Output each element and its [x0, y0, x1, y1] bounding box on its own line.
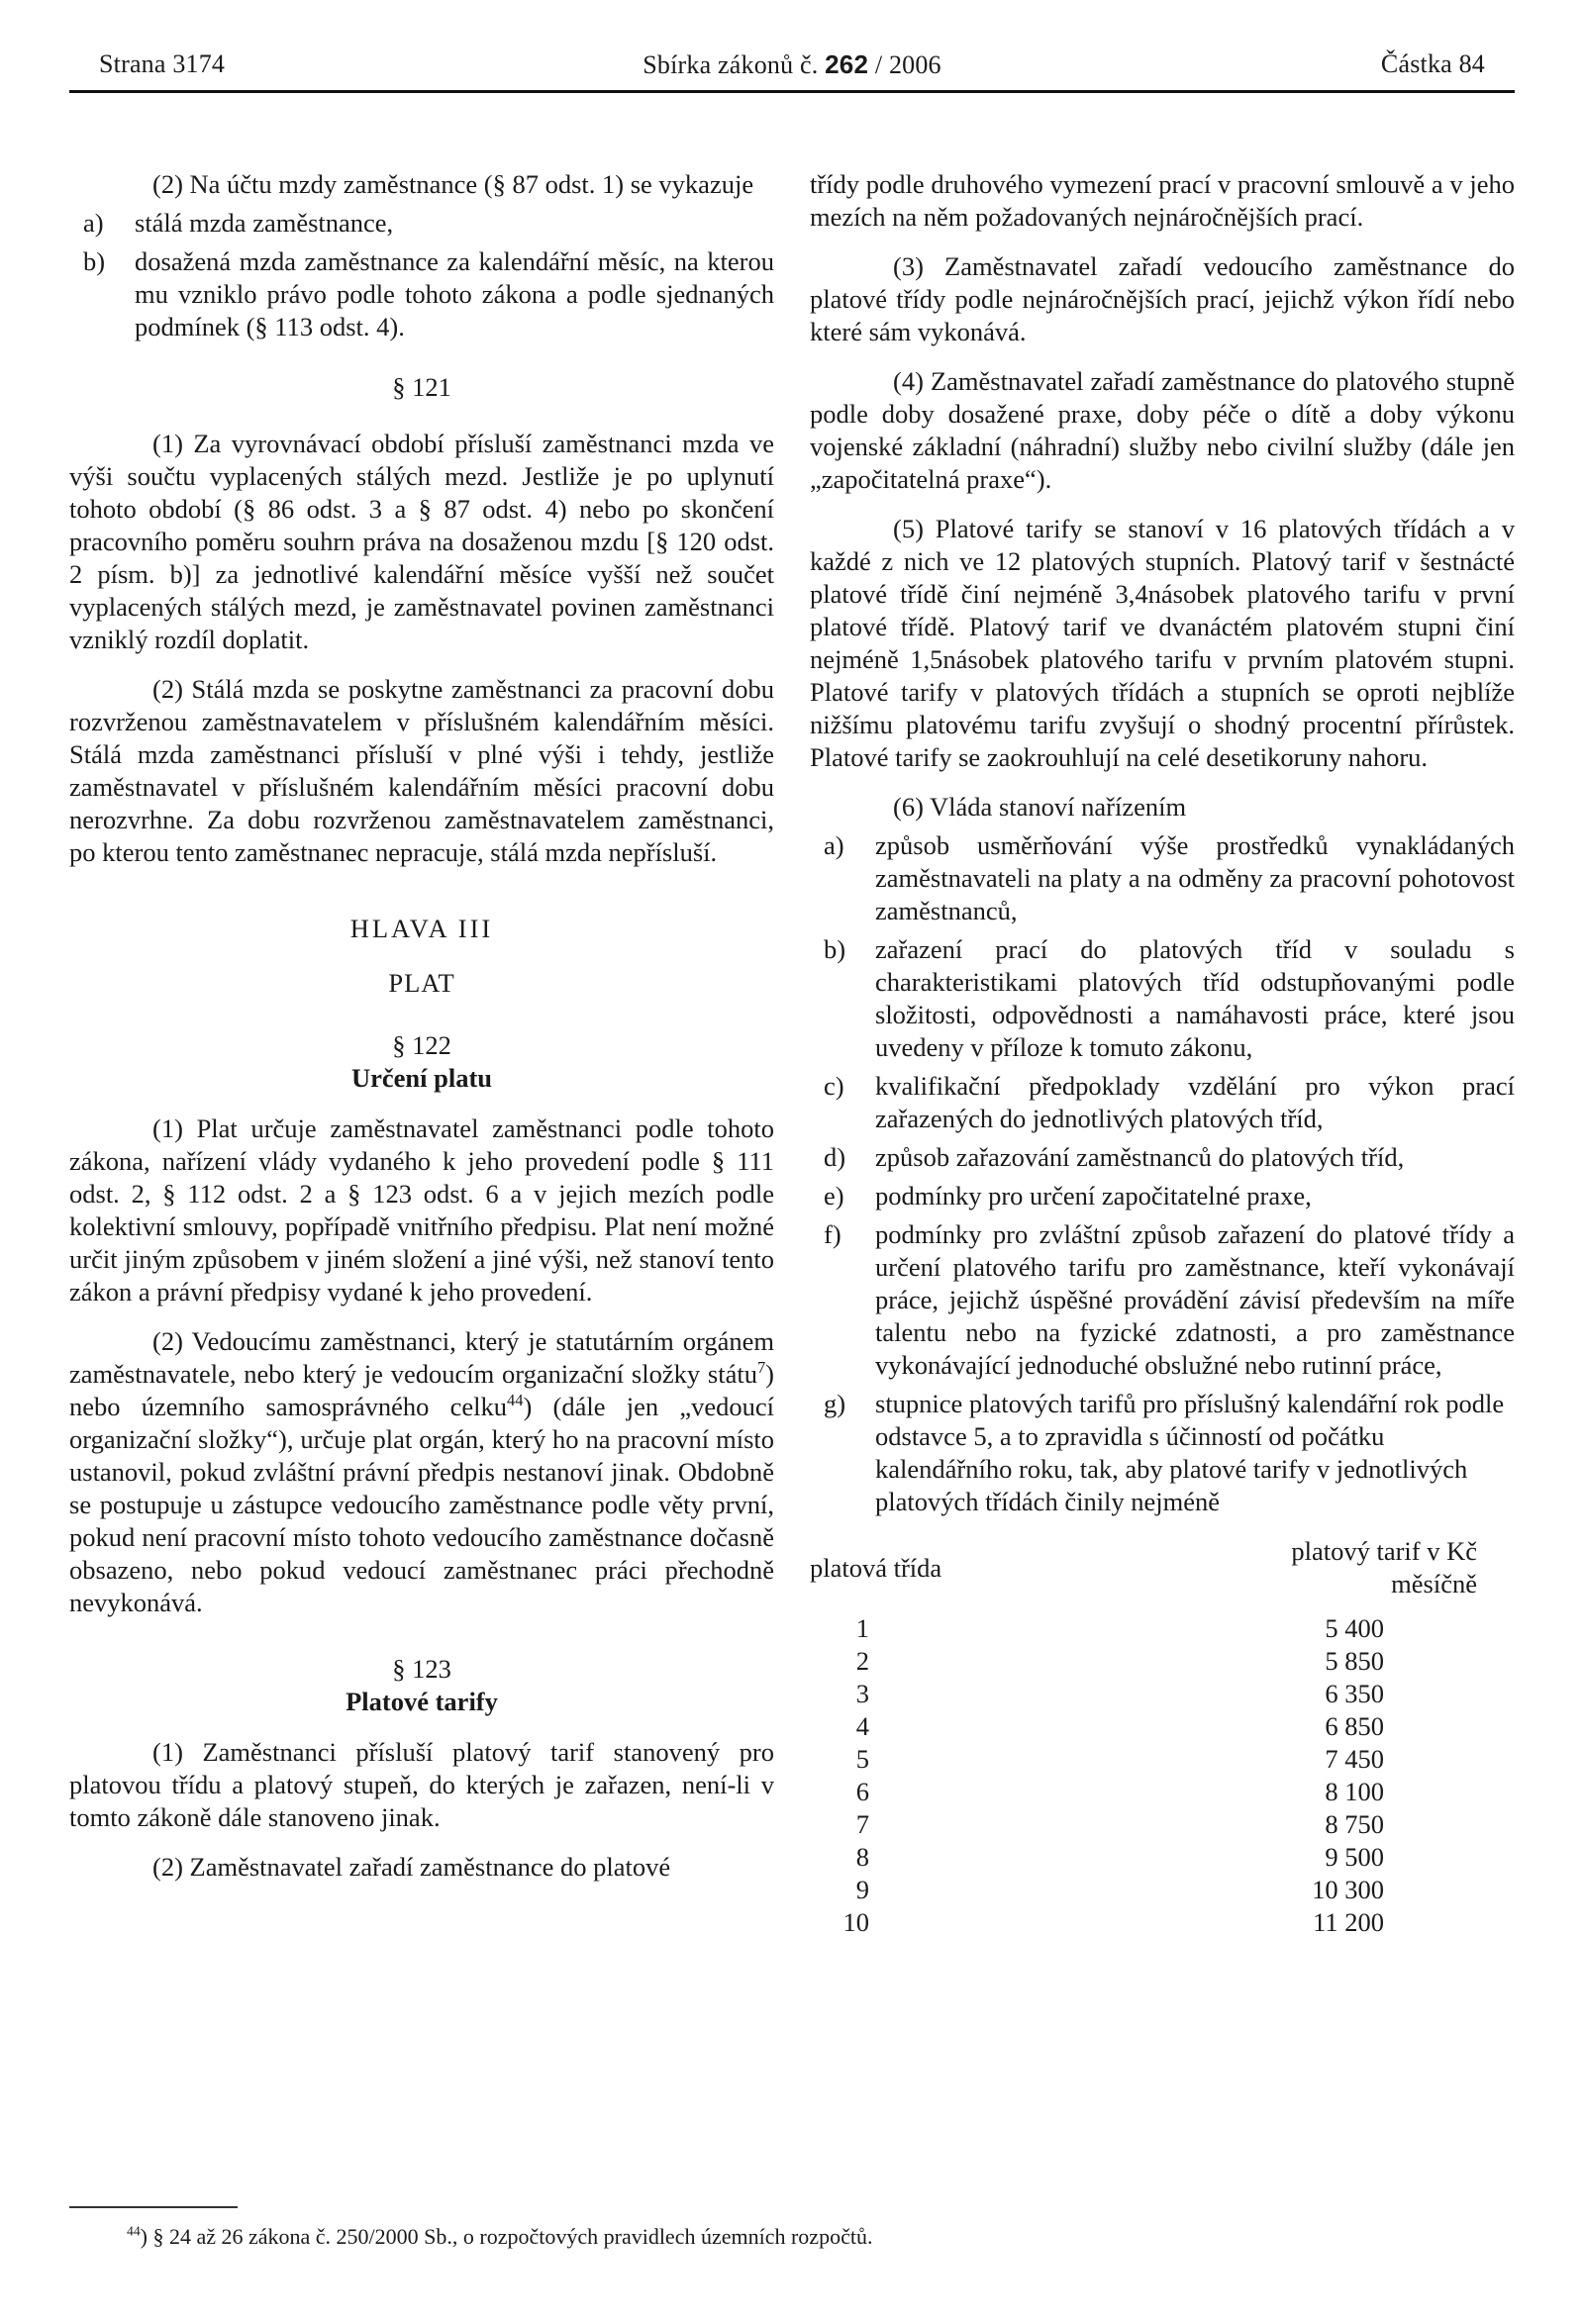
class-cell: 10: [842, 1907, 869, 1937]
part-title: PLAT: [388, 968, 455, 998]
paragraph-121-1: (1) Za vyrovnávací období přísluší zaměstnanci mzda ve výši součtu vyplacených stálých mezd. Jestliže je po uplynutí tohoto období (§ 86 odst. 3 a § 87 odst. 4) nebo po skončení pracovního poměru souhrn práva na dosaženou mzdu [§ 120 odst. 2 písm. b)] za jednotlivé kalendářní měsíce vyšší než součet vyplacených stálých mezd, je zaměstnavatel povinen zaměstnanci vzniklý rozdíl doplatit.: [69, 429, 774, 654]
paragraph-123-5: (5) Platové tarify se stanoví v 16 platových třídách a v každé z nich ve 12 platových stupních. Platový tarif v šestnácté platové třídě činí nejméně 3,4násobek platového tarifu v první platové třídě. Platový tarif ve dvanáctém platovém stupni činí nejméně 1,5násobek platového tarifu v prvním platovém stupni. Platové tarify v platových třídách a stupních se oproti nejblíže nižšímu platovému tarifu zvyšují o shodný procentní přírůstek. Platové tarify se zaokrouhlují na celé desetikoruny nahoru.: [810, 514, 1515, 772]
class-cell: 2: [855, 1646, 869, 1676]
item-list-123-6: [810, 829, 1515, 1518]
right-column: [810, 168, 1515, 1939]
table-row: [810, 1645, 1515, 1678]
spacer-cell: [869, 1776, 1265, 1808]
table-row: [810, 1874, 1515, 1906]
item-text: stálá mzda zaměstnance,: [135, 208, 394, 238]
paragraph-text: (2) Vedoucímu zaměstnanci, který je statutárním orgánem zaměstnavatele, nebo který je vedoucím organizační složky státu: [69, 1326, 774, 1389]
spacer-cell: [869, 1612, 1265, 1645]
item-mark: f): [824, 1219, 842, 1249]
item-mark: b): [824, 934, 846, 964]
left-column: [69, 168, 774, 1900]
column-header-tariff: platový tarif v Kč měsíčně: [1291, 1536, 1477, 1598]
header-divider: [69, 90, 1515, 93]
footnote-ref-7[interactable]: 7: [756, 1358, 766, 1378]
tariff-cell: 5 400: [1325, 1613, 1384, 1643]
spacer-cell: [869, 1743, 1265, 1776]
paragraph-120-2-intro: (2) Na účtu mzdy zaměstnance (§ 87 odst. 1) se vykazuje: [152, 169, 754, 199]
table-row: [810, 1906, 1515, 1939]
spacer-cell: [869, 1808, 1265, 1841]
section-heading-123: § 123: [392, 1654, 451, 1684]
item-text: podmínky pro zvláštní způsob zařazení do platové třídy a určení platového tarifu pro zaměstnance, kteří vykonávají práce, jejichž úspěšné provádění závisí především na míře talentu nebo na fyzické zdatnosti, a pro zaměstnance vykonávající jednoduché obslužné nebo rutinní práce,: [875, 1219, 1515, 1380]
collection-prefix: Sbírka zákonů č.: [643, 50, 819, 79]
spacer-cell: [869, 1874, 1265, 1906]
list-item: [810, 1388, 1515, 1518]
list-item: [810, 1141, 1515, 1174]
tariff-cell: 5 850: [1325, 1646, 1384, 1676]
table-row: [810, 1808, 1515, 1841]
paragraph-123-2-cont: třídy podle druhového vymezení prací v pracovní smlouvě a v jeho mezích na něm požadovaných nejnáročnějších prací.: [810, 169, 1515, 232]
class-cell: 4: [855, 1711, 869, 1741]
spacer-cell: [869, 1841, 1265, 1874]
item-text: dosažená mzda zaměstnance za kalendářní měsíc, na kterou mu vzniklo právo podle tohoto zákona a podle sjednaných podmínek (§ 113 odst. 4).: [135, 246, 774, 341]
law-number: 262: [825, 49, 869, 79]
table-row: [810, 1612, 1515, 1645]
footnote-44: [127, 2223, 872, 2251]
column-header-class: platová třída: [810, 1552, 942, 1583]
paragraph-121-2: (2) Stálá mzda se poskytne zaměstnanci za pracovní dobu rozvrženou zaměstnavatelem v příslušném kalendářním měsíci. Stálá mzda zaměstnanci přísluší v plné výši i tehdy, jestliže zaměstnavatel v příslušném kalendářním měsíci pracovní dobu nerozvrhne. Za dobu rozvrženou zaměstnavatelem zaměstnanci, po kterou tento zaměstnanec nepracuje, stálá mzda nepřísluší.: [69, 674, 774, 867]
list-item: [810, 1180, 1515, 1212]
class-cell: 3: [855, 1679, 869, 1708]
tariff-cell: 6 850: [1325, 1711, 1384, 1741]
tariff-cell: 8 750: [1325, 1809, 1384, 1839]
table-header-row: [810, 1535, 1515, 1612]
spacer-cell: [869, 1710, 1265, 1743]
class-cell: 6: [855, 1777, 869, 1806]
table-row: [810, 1710, 1515, 1743]
item-mark: d): [824, 1142, 846, 1172]
item-text: podmínky pro určení započitatelné praxe,: [875, 1181, 1312, 1210]
list-item: [69, 207, 774, 240]
table-row: [810, 1841, 1515, 1874]
paragraph-123-6-intro: (6) Vláda stanoví nařízením: [893, 792, 1187, 822]
collection-title: [99, 49, 1485, 80]
table-row: [810, 1743, 1515, 1776]
tariff-cell: 7 450: [1325, 1744, 1384, 1774]
class-cell: 8: [855, 1842, 869, 1872]
section-heading-122: § 122: [392, 1030, 451, 1060]
part-number: Částka 84: [1380, 49, 1485, 78]
paragraph-text: ) (dále jen „vedoucí organizační složky“), určuje plat orgán, který ho na pracovní místo ustanovil, pokud zvláštní právní předpis nestanoví jinak. Obdobně se postupuje u zástupce vedoucího zaměstnance podle věty první, pokud není pracovní místo tohoto vedoucího zaměstnance dočasně obsazeno, nebo pokud vedoucí zaměstnanec práci přechodně nevykonává.: [69, 1392, 775, 1617]
class-cell: 1: [855, 1613, 869, 1643]
paragraph-123-1: (1) Zaměstnanci přísluší platový tarif stanovený pro platovou třídu a platový stupeň, do kterých je zařazen, není-li v tomto zákoně dále stanoveno jinak.: [69, 1737, 774, 1832]
item-list-120-2: [69, 207, 774, 343]
page-header: [99, 49, 1485, 89]
table-row: [810, 1776, 1515, 1808]
part-heading: HLAVA III: [349, 914, 494, 943]
section-title-122: Určení platu: [350, 1063, 493, 1093]
item-text: způsob usměrňování výše prostředků vynakládaných zaměstnavateli na platy a na odměny za pracovní pohotovost zaměstnanců,: [875, 830, 1515, 925]
section-heading-121: § 121: [392, 372, 451, 402]
tariff-cell: 8 100: [1325, 1777, 1384, 1806]
item-mark: e): [824, 1181, 844, 1210]
footnote-mark: 44: [127, 2223, 141, 2239]
paragraph-123-3: (3) Zaměstnavatel zařadí vedoucího zaměstnance do platové třídy podle nejnáročnějších prací, jejichž výkon řídí nebo které sám vykonává.: [810, 251, 1515, 346]
class-cell: 9: [855, 1875, 869, 1904]
spacer-cell: [869, 1906, 1265, 1939]
section-title-123: Platové tarify: [346, 1687, 498, 1716]
footnote-ref-44[interactable]: 44: [507, 1391, 524, 1410]
item-mark: b): [83, 246, 106, 276]
page-number: Strana 3174: [99, 49, 226, 78]
item-text: kvalifikační předpoklady vzdělání pro výkon prací zařazených do jednotlivých platových tříd,: [875, 1071, 1515, 1133]
paragraph-122-2: [69, 1325, 774, 1619]
item-text: zařazení prací do platových tříd v souladu s charakteristikami platových tříd odstupňovanými podle složitosti, odpovědnosti a namáhavosti práce, které jsou uvedeny v příloze k tomuto zákonu,: [875, 934, 1515, 1062]
paragraph-122-1: (1) Plat určuje zaměstnavatel zaměstnanci podle tohoto zákona, nařízení vlády vydaného k jeho provedení podle § 111 odst. 2, § 112 odst. 2 a § 123 odst. 6 a v jejich mezích podle kolektivní smlouvy, popřípadě vnitřního předpisu. Plat není možné určit jiným způsobem v jiném složení a jiné výši, než stanoví tento zákon a právní předpisy vydané k jeho provedení.: [69, 1114, 774, 1307]
tariff-cell: 9 500: [1325, 1842, 1384, 1872]
tariff-cell: 10 300: [1312, 1875, 1384, 1904]
list-item: [810, 933, 1515, 1064]
paragraph-123-2-start: (2) Zaměstnavatel zařadí zaměstnance do platové: [152, 1852, 671, 1882]
tariff-cell: 6 350: [1325, 1679, 1384, 1708]
item-mark: a): [83, 208, 104, 238]
footnote-text: ) § 24 až 26 zákona č. 250/2000 Sb., o rozpočtových pravidlech územních rozpočtů.: [140, 2224, 873, 2249]
paragraph-123-4: (4) Zaměstnavatel zařadí zaměstnance do platového stupně podle doby dosažené praxe, doby péče o dítě a doby výkonu vojenské základní (náhradní) služby nebo civilní služby (dále jen „započitatelná praxe“).: [810, 366, 1515, 494]
list-item: [810, 829, 1515, 927]
spacer-cell: [869, 1678, 1265, 1710]
item-mark: a): [824, 830, 844, 860]
spacer-cell: [869, 1645, 1265, 1678]
table-row: [810, 1678, 1515, 1710]
tariff-cell: 11 200: [1313, 1907, 1384, 1937]
salary-tariff-table: [810, 1535, 1515, 1939]
list-item: [69, 245, 774, 343]
item-text: způsob zařazování zaměstnanců do platových tříd,: [875, 1142, 1405, 1172]
item-mark: c): [824, 1071, 844, 1101]
footnote-divider: [69, 2206, 238, 2208]
class-cell: 7: [855, 1809, 869, 1839]
list-item: [810, 1218, 1515, 1382]
item-text: stupnice platových tarifů pro příslušný kalendářní rok podle odstavce 5, a to zpravidla s účinností od počátku kalendářního roku, tak, aby platové tarify v jednotlivých platových třídách činily nejméně: [875, 1389, 1505, 1516]
list-item: [810, 1070, 1515, 1135]
class-cell: 5: [855, 1744, 869, 1774]
law-year: / 2006: [874, 50, 941, 79]
paragraph-text: ) nebo územního samosprávného celku: [69, 1359, 774, 1421]
item-mark: g): [824, 1389, 846, 1418]
